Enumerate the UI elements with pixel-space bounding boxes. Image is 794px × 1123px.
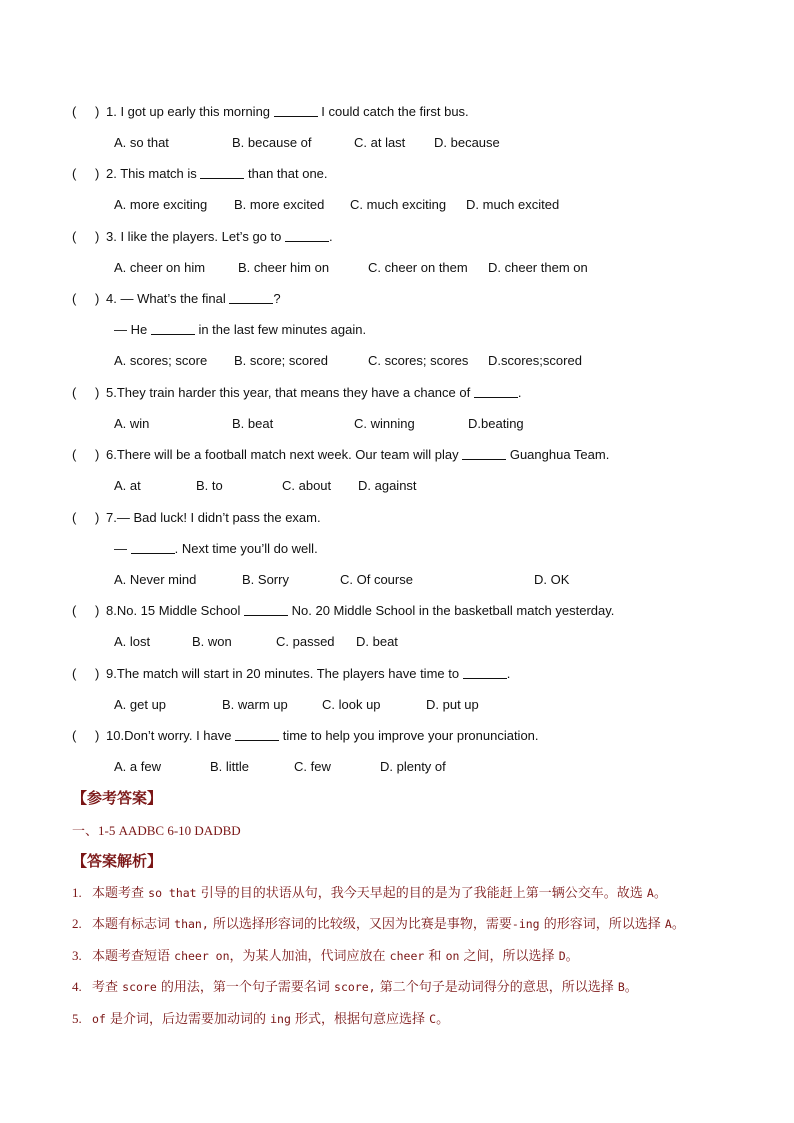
explanation-number: 3. <box>72 948 82 963</box>
option-c[interactable]: C. cheer on them <box>368 260 468 275</box>
answer-key: 一、1-5 AADBC 6-10 DADBD <box>72 823 241 838</box>
explanation-text: cheer <box>389 949 425 963</box>
paren-close: ) <box>95 728 100 743</box>
question-text <box>106 727 539 745</box>
explanation-text: 本题有标志词 <box>92 917 175 932</box>
answer-paren[interactable] <box>72 509 100 527</box>
option-a[interactable]: A. Never mind <box>114 572 197 587</box>
question-text <box>106 446 609 464</box>
option-b[interactable]: B. Sorry <box>242 572 289 587</box>
question-stem: 6.There will be a football match next week. Our team will play <box>106 447 463 462</box>
paren-close: ) <box>95 666 100 681</box>
option-d[interactable]: D. beat <box>356 634 398 649</box>
answer-paren[interactable] <box>72 290 100 308</box>
option-b[interactable]: B. warm up <box>222 697 288 712</box>
answer-blank[interactable] <box>463 666 507 679</box>
explanation-text: 形式，根据句意应选择 <box>290 1012 430 1027</box>
answer-blank[interactable] <box>285 229 329 242</box>
explanation-item <box>72 913 685 932</box>
option-b[interactable]: B. score; scored <box>234 353 328 368</box>
explanation-item <box>72 945 579 964</box>
option-d[interactable]: D. cheer them on <box>488 260 588 275</box>
explanation-text: D <box>558 949 566 963</box>
option-d[interactable]: D. put up <box>426 697 479 712</box>
option-d[interactable]: D.scores;scored <box>488 353 582 368</box>
paren-close: ) <box>95 510 100 525</box>
explanation-text: 考查 <box>92 980 123 995</box>
paren-open: ( <box>72 666 77 681</box>
explanation-text: 本题考查短语 <box>92 949 175 964</box>
paren-open: ( <box>72 447 77 462</box>
question-text <box>106 103 469 121</box>
paren-open: ( <box>72 104 77 119</box>
paren-close: ) <box>95 603 100 618</box>
option-b[interactable]: B. beat <box>232 416 274 431</box>
question-text <box>106 384 521 402</box>
option-b[interactable]: B. cheer him on <box>238 260 330 275</box>
explanation-text: 的用法，第一个句子需要名词 <box>156 980 335 995</box>
question-stem: 10.Don’t worry. I have <box>106 728 236 743</box>
question-tail: No. 20 Middle School in the basketball match yesterday. <box>288 603 615 618</box>
answer-blank[interactable] <box>235 728 279 741</box>
explanation-text: 引导的目的状语从句，我今天早起的目的是为了我能赶上第一辆公交车。故选 <box>196 886 647 901</box>
explanation-text: A <box>664 917 672 931</box>
answer-paren[interactable] <box>72 165 100 183</box>
question-text <box>106 290 281 308</box>
option-a[interactable]: A. cheer on him <box>114 260 206 275</box>
paren-close: ) <box>95 291 100 306</box>
option-b[interactable]: B. won <box>192 634 232 649</box>
explanation-text: 。 <box>436 1012 450 1027</box>
question-stem: 1. I got up early this morning <box>106 104 274 119</box>
explanation-number: 1. <box>72 885 82 900</box>
option-b[interactable]: B. because of <box>232 135 312 150</box>
explanation-text: 。 <box>671 917 685 932</box>
explanation-text: 。 <box>624 980 638 995</box>
question-stem: 8.No. 15 Middle School <box>106 603 245 618</box>
option-c[interactable]: C. about <box>282 478 332 493</box>
paren-open: ( <box>72 728 77 743</box>
option-b[interactable]: B. more excited <box>234 197 325 212</box>
dialog-tail: in the last few minutes again. <box>194 322 367 337</box>
option-a[interactable]: A. get up <box>114 697 167 712</box>
question-text <box>106 509 324 527</box>
question-tail: . <box>517 385 522 400</box>
question-tail: . <box>506 666 511 681</box>
explanation-number: 5. <box>72 1011 82 1026</box>
explanation-item <box>72 1008 449 1027</box>
answer-paren[interactable] <box>72 446 100 464</box>
explanation-text: 是介词，后边需要加动词的 <box>105 1012 271 1027</box>
paren-close: ) <box>95 104 100 119</box>
explanation-text: 。 <box>565 949 579 964</box>
question-stem: 2. This match is <box>106 166 201 181</box>
option-c[interactable]: C. passed <box>276 634 335 649</box>
paren-open: ( <box>72 166 77 181</box>
option-a[interactable]: A. so that <box>114 135 169 150</box>
explanation-text: -ing <box>511 917 540 931</box>
analysis-heading: 【答案解析】 <box>72 852 163 870</box>
dialog-text <box>114 540 318 558</box>
question-stem: 9.The match will start in 20 minutes. The players have time to <box>106 666 463 681</box>
answer-blank[interactable] <box>229 291 273 304</box>
explanation-text: so that <box>148 886 197 900</box>
explanation-text: 和 <box>424 949 446 964</box>
question-tail: ? <box>273 291 281 306</box>
explanation-text: 第二个句子是动词得分的意思，所以选择 <box>375 980 618 995</box>
paren-close: ) <box>95 229 100 244</box>
explanation-text: 所以选择形容词的比较级，又因为比赛是事物，需要 <box>208 917 512 932</box>
explanation-text: 的形容词，所以选择 <box>539 917 665 932</box>
explanation-text: A <box>646 886 654 900</box>
paren-open: ( <box>72 229 77 244</box>
question-tail: than that one. <box>244 166 328 181</box>
paren-open: ( <box>72 385 77 400</box>
question-tail: . <box>328 229 333 244</box>
answer-heading: 【参考答案】 <box>72 789 163 807</box>
answer-paren[interactable] <box>72 665 100 683</box>
option-a[interactable]: A. lost <box>114 634 151 649</box>
paren-close: ) <box>95 447 100 462</box>
explanation-text: of <box>92 1012 106 1026</box>
explanation-text: score <box>122 980 157 994</box>
dialog-speaker: — <box>114 541 131 556</box>
dialog-text <box>114 321 366 339</box>
option-c[interactable]: C. few <box>294 759 331 774</box>
option-c[interactable]: C. Of course <box>340 572 413 587</box>
question-text <box>106 602 614 620</box>
question-stem: 3. I like the players. Let’s go to <box>106 229 285 244</box>
option-c[interactable]: C. scores; scores <box>368 353 469 368</box>
paren-open: ( <box>72 291 77 306</box>
option-d[interactable]: D. plenty of <box>380 759 446 774</box>
paren-close: ) <box>95 385 100 400</box>
answer-paren[interactable] <box>72 228 100 246</box>
dialog-tail: . Next time you’ll do well. <box>174 541 318 556</box>
question-text <box>106 165 328 183</box>
explanation-text: ，为某人加油，代词应放在 <box>229 949 390 964</box>
explanation-number: 2. <box>72 916 82 931</box>
explanation-text: B <box>617 980 625 994</box>
dialog-speaker: — He <box>114 322 151 337</box>
option-a[interactable]: A. scores; score <box>114 353 208 368</box>
option-d[interactable]: D. against <box>358 478 417 493</box>
explanation-item <box>72 882 667 901</box>
answer-blank[interactable] <box>131 541 175 554</box>
option-b[interactable]: B. to <box>196 478 223 493</box>
option-a[interactable]: A. win <box>114 416 150 431</box>
answer-blank[interactable] <box>274 104 318 117</box>
answer-paren[interactable] <box>72 727 100 745</box>
paren-open: ( <box>72 510 77 525</box>
answer-blank[interactable] <box>244 603 288 616</box>
question-stem: 5.They train harder this year, that means they have a chance of <box>106 385 474 400</box>
question-stem: 7.— Bad luck! I didn’t pass the exam. <box>106 510 325 525</box>
answer-blank[interactable] <box>151 322 195 335</box>
option-d[interactable]: D. because <box>434 135 500 150</box>
option-a[interactable]: A. a few <box>114 759 161 774</box>
explanation-text: 本题考查 <box>92 886 149 901</box>
answer-blank[interactable] <box>462 447 506 460</box>
question-tail: I could catch the first bus. <box>317 104 469 119</box>
answer-blank[interactable] <box>200 166 244 179</box>
question-text <box>106 665 510 683</box>
paren-close: ) <box>95 166 100 181</box>
explanation-number: 4. <box>72 979 82 994</box>
option-a[interactable]: A. more exciting <box>114 197 208 212</box>
option-d[interactable]: D. much excited <box>466 197 560 212</box>
explanation-text: score, <box>334 980 376 994</box>
question-tail: time to help you improve your pronunciation. <box>279 728 539 743</box>
explanation-text: on <box>445 949 460 963</box>
explanation-text: cheer on <box>174 949 230 963</box>
question-tail: Guanghua Team. <box>506 447 610 462</box>
explanation-text: ing <box>270 1012 291 1026</box>
explanation-item <box>72 976 638 995</box>
option-c[interactable]: C. look up <box>322 697 381 712</box>
answer-paren[interactable] <box>72 384 100 402</box>
option-a[interactable]: A. at <box>114 478 141 493</box>
explanation-text: than, <box>174 917 209 931</box>
answer-paren[interactable] <box>72 602 100 620</box>
answer-blank[interactable] <box>474 385 518 398</box>
option-d[interactable]: D. OK <box>534 572 570 587</box>
explanation-text: C <box>429 1012 437 1026</box>
explanation-text: 之间，所以选择 <box>459 949 559 964</box>
option-d[interactable]: D.beating <box>468 416 524 431</box>
paren-open: ( <box>72 603 77 618</box>
option-c[interactable]: C. at last <box>354 135 406 150</box>
question-text <box>106 228 333 246</box>
option-c[interactable]: C. winning <box>354 416 415 431</box>
question-stem: 4. — What’s the final <box>106 291 230 306</box>
explanation-text: 。 <box>653 886 667 901</box>
answer-paren[interactable] <box>72 103 100 121</box>
option-c[interactable]: C. much exciting <box>350 197 447 212</box>
option-b[interactable]: B. little <box>210 759 250 774</box>
